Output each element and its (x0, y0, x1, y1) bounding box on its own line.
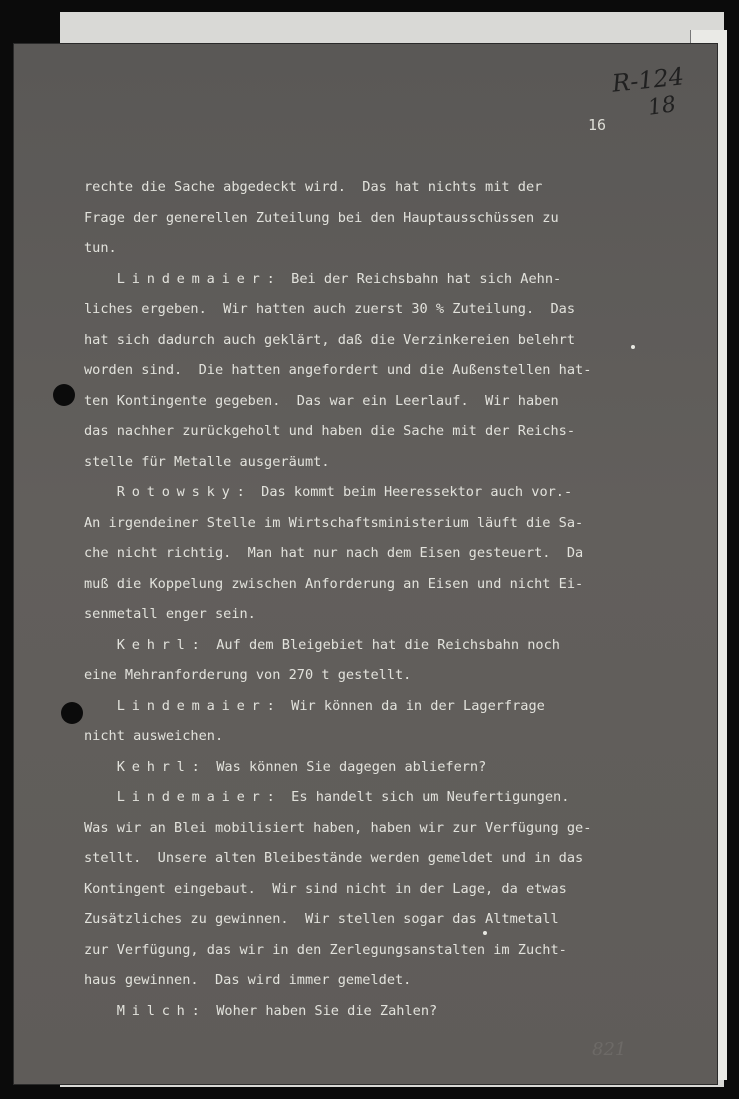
text-line (84, 813, 684, 844)
text-line (84, 294, 684, 325)
line-text: liches ergeben. Wir hatten auch zuerst 30 % Zuteilung. Das (84, 301, 576, 317)
line-text: che nicht richtig. Man hat nur nach dem Eisen gesteuert. Da (84, 545, 584, 561)
line-text: tun. (84, 240, 117, 256)
line-text: muß die Koppelung zwischen Anforderung an Eisen und nicht Ei- (84, 575, 584, 592)
line-text: senmetall enger sein. (84, 606, 256, 622)
line-text: : Auf dem Bleigebiet hat die Reichsbahn noch (191, 636, 560, 653)
text-line (84, 691, 684, 722)
speaker-name: Lindemaier (116, 789, 267, 805)
handwritten-reference: R-124 (610, 62, 686, 98)
transcript-body (84, 172, 684, 1026)
speaker-name: Lindemaier (116, 697, 267, 714)
line-text: worden sind. Die hatten angefordert und die Außenstellen hat- (84, 362, 592, 378)
line-text: das nachher zurückgeholt und haben die Sache mit der Reichs- (84, 423, 576, 439)
ink-speck (483, 931, 487, 935)
line-text: Zusätzliches zu gewinnen. Wir stellen sogar das Altmetall (84, 911, 559, 927)
text-line (84, 874, 684, 905)
line-indent (84, 698, 117, 714)
line-text: rechte die Sache abgedeckt wird. Das hat nichts mit der (84, 179, 543, 195)
text-line (84, 264, 684, 295)
text-line (84, 721, 684, 752)
line-text: : Bei der Reichsbahn hat sich Aehn- (266, 270, 562, 287)
line-text: Kontingent eingebaut. Wir sind nicht in der Lage, da etwas (84, 880, 567, 897)
line-text: stelle für Metalle ausgeräumt. (84, 453, 330, 470)
line-text: haus gewinnen. Das wird immer gemeldet. (84, 972, 412, 988)
line-indent (84, 759, 117, 775)
text-line (84, 477, 684, 508)
text-line (84, 660, 684, 691)
line-indent (84, 637, 117, 653)
text-line (84, 599, 684, 630)
line-indent (84, 789, 117, 805)
line-text: hat sich dadurch auch geklärt, daß die Verzinkereien belehrt (84, 331, 576, 348)
line-text: : Wir können da in der Lagerfrage (266, 697, 545, 714)
page-number: 16 (588, 116, 607, 134)
text-line (84, 935, 684, 966)
line-text: ten Kontingente gegeben. Das war ein Leerlauf. Wir haben (84, 392, 559, 409)
speaker-name: Kehrl (116, 758, 192, 775)
text-line (84, 203, 684, 234)
line-text: Was wir an Blei mobilisiert haben, haben wir zur Verfügung ge- (84, 819, 592, 836)
line-indent (84, 271, 117, 287)
ink-speck (631, 345, 635, 349)
line-text: Frage der generellen Zuteilung bei den Hauptausschüssen zu (84, 209, 559, 226)
text-line (84, 355, 684, 386)
text-line (84, 386, 684, 417)
document-page (14, 44, 717, 1084)
text-line (84, 630, 684, 661)
text-line (84, 172, 684, 203)
text-line (84, 782, 684, 813)
line-text: An irgendeiner Stelle im Wirtschaftsministerium läuft die Sa- (84, 514, 584, 531)
text-line (84, 416, 684, 447)
line-text: zur Verfügung, das wir in den Zerlegungsanstalten im Zucht- (84, 941, 567, 958)
text-line (84, 904, 684, 935)
punch-hole (53, 384, 75, 406)
line-indent (84, 484, 117, 500)
handwritten-subreference: 18 (646, 92, 678, 121)
text-line (84, 447, 684, 478)
text-line (84, 538, 684, 569)
speaker-name: Lindemaier (116, 270, 267, 287)
speaker-name: Milch (116, 1002, 192, 1019)
text-line (84, 996, 684, 1027)
line-text: : Was können Sie dagegen abliefern? (191, 758, 487, 775)
text-line (84, 325, 684, 356)
speaker-name: Rotowsky (116, 484, 237, 500)
text-line (84, 569, 684, 600)
line-text: : Woher haben Sie die Zahlen? (191, 1002, 438, 1019)
line-text: eine Mehranforderung von 270 t gestellt. (84, 667, 412, 683)
line-text: : Das kommt beim Heeressektor auch vor.- (236, 484, 573, 500)
line-text: : Es handelt sich um Neufertigungen. (266, 789, 570, 805)
line-text: stellt. Unsere alten Bleibestände werden gemeldet und in das (84, 850, 584, 866)
text-line (84, 233, 684, 264)
folio-stamp: 821 (592, 1039, 627, 1060)
text-line (84, 843, 684, 874)
punch-hole (61, 702, 83, 724)
text-line (84, 965, 684, 996)
text-line (84, 752, 684, 783)
line-text: nicht ausweichen. (84, 728, 224, 744)
speaker-name: Kehrl (116, 636, 192, 653)
line-indent (84, 1003, 117, 1019)
text-line (84, 508, 684, 539)
